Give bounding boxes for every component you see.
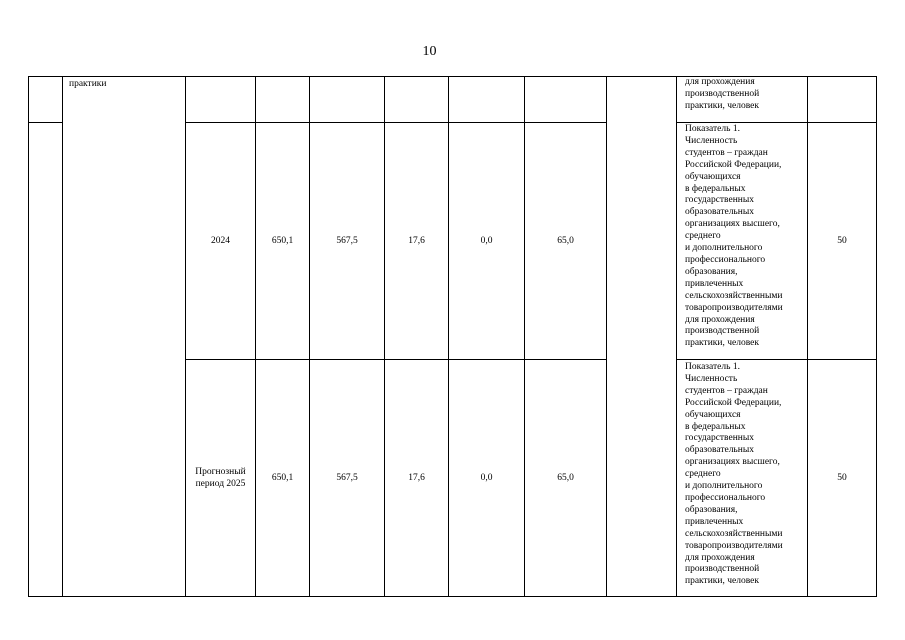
- indicator-line: для прохождения: [685, 77, 755, 87]
- extra-budget-cell: [525, 77, 607, 123]
- year-cell: 2024: [186, 123, 256, 360]
- regional-cell: 17,6: [385, 123, 449, 360]
- indicator-line: производственной: [685, 326, 760, 337]
- indicator-line: студентов – граждан: [685, 385, 768, 396]
- indicator-line: образования,: [685, 504, 738, 515]
- indicator-line: обучающихся: [685, 171, 741, 182]
- indicator-value-cell: 50: [808, 123, 877, 360]
- indicator-line: обучающихся: [685, 409, 741, 420]
- indicator-line: и дополнительного: [685, 243, 763, 254]
- responsible-cell: [607, 77, 677, 597]
- indicator-line: товаропроизводителями: [685, 540, 783, 551]
- indicator-cell: [677, 77, 808, 123]
- federal-cell: 567,5: [310, 123, 385, 360]
- extra-budget-cell: 65,0: [525, 123, 607, 360]
- indicator-line: Численность: [685, 373, 738, 384]
- indicator-line: практики, человек: [685, 576, 759, 587]
- indicator-line: практики, человек: [685, 100, 759, 111]
- indicator-line: образовательных: [685, 207, 754, 218]
- indicator-line: для прохождения: [685, 314, 755, 325]
- indicator-line: образовательных: [685, 445, 754, 456]
- indicator-line: Численность: [685, 135, 738, 146]
- local-cell: 0,0: [449, 360, 525, 597]
- extra-budget-cell: 65,0: [525, 360, 607, 597]
- indicator-line: среднего: [685, 469, 721, 480]
- indicator-line: товаропроизводителями: [685, 302, 783, 313]
- direction-cell: [63, 77, 186, 597]
- indicator-line: сельскохозяйственными: [685, 528, 783, 539]
- indicator-line: профессионального: [685, 254, 766, 265]
- indicator-cell: [677, 360, 808, 597]
- indicator-line: организациях высшего,: [685, 457, 780, 468]
- federal-cell: 567,5: [310, 360, 385, 597]
- year-cell: Прогнозный период 2025: [186, 360, 256, 597]
- indicator-line: и дополнительного: [685, 481, 763, 492]
- total-cell: 650,1: [256, 123, 310, 360]
- regional-cell: 17,6: [385, 360, 449, 597]
- indicator-line: производственной: [685, 88, 760, 99]
- indicator-line: Российской Федерации,: [685, 159, 782, 170]
- indicator-line: Российской Федерации,: [685, 397, 782, 408]
- indicator-value-cell: 50: [808, 360, 877, 597]
- indicator-line: в федеральных: [685, 183, 746, 194]
- indicator-line: организациях высшего,: [685, 219, 780, 230]
- indicator-line: привлеченных: [685, 278, 744, 289]
- indicator-line: в федеральных: [685, 421, 746, 432]
- total-cell: 650,1: [256, 360, 310, 597]
- number-cell: [29, 123, 63, 597]
- total-cell: [256, 77, 310, 123]
- budget-table: [28, 76, 877, 597]
- indicator-line: практики, человек: [685, 338, 759, 349]
- indicator-line: Показатель 1.: [685, 362, 740, 372]
- indicator-line: государственных: [685, 433, 755, 444]
- page-number: 10: [422, 44, 437, 59]
- direction-text: практики: [69, 79, 107, 89]
- number-cell: [29, 77, 63, 123]
- table-row-continued: [29, 77, 877, 123]
- federal-cell: [310, 77, 385, 123]
- local-cell: 0,0: [449, 123, 525, 360]
- indicator-line: государственных: [685, 195, 755, 206]
- local-cell: [449, 77, 525, 123]
- indicator-cell: [677, 123, 808, 360]
- indicator-value-cell: [808, 77, 877, 123]
- indicator-line: профессионального: [685, 492, 766, 503]
- regional-cell: [385, 77, 449, 123]
- indicator-line: для прохождения: [685, 552, 755, 563]
- indicator-line: студентов – граждан: [685, 147, 768, 158]
- indicator-line: производственной: [685, 564, 760, 575]
- year-cell: [186, 77, 256, 123]
- indicator-line: среднего: [685, 231, 721, 242]
- indicator-line: образования,: [685, 266, 738, 277]
- indicator-line: Показатель 1.: [685, 124, 740, 134]
- indicator-line: сельскохозяйственными: [685, 290, 783, 301]
- indicator-line: привлеченных: [685, 516, 744, 527]
